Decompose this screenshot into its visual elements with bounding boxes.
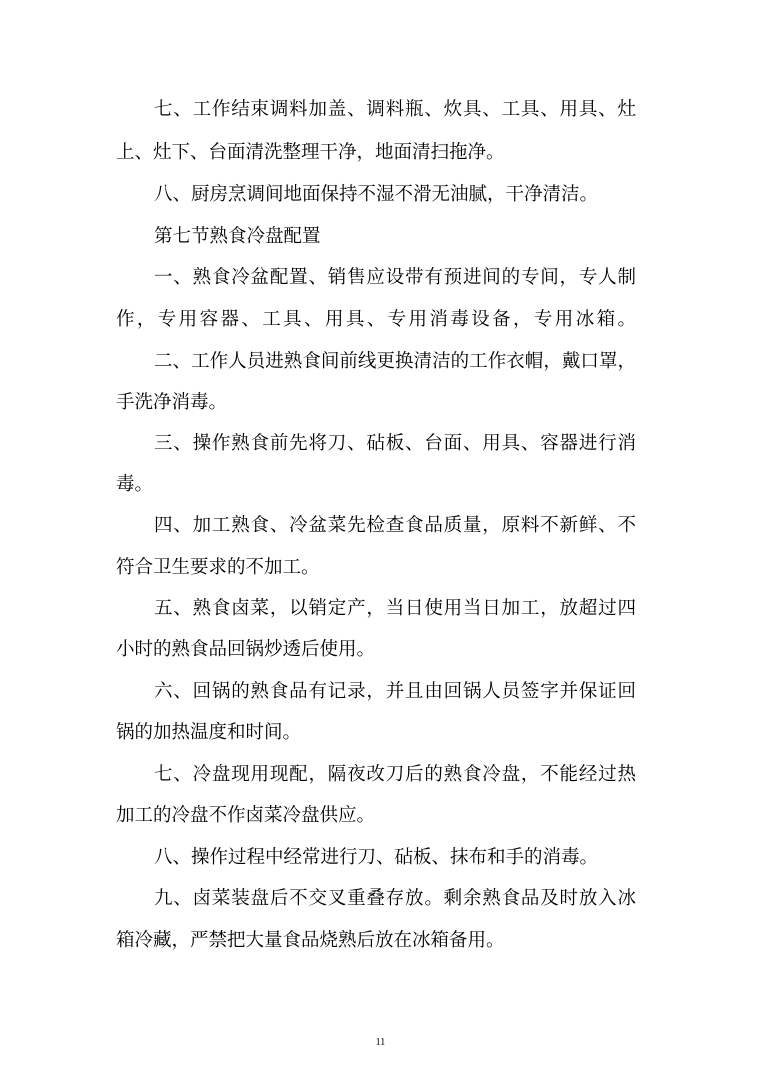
- section-heading: 第七节熟食冷盘配置: [154, 226, 321, 247]
- item-1-line-2: 作，专用容器、工具、用具、专用消毒设备，专用冰箱。: [116, 309, 636, 330]
- item-6-line-1: 六、回锅的熟食品有记录，并且由回锅人员签字并保证回: [154, 681, 636, 702]
- item-7-line-1: 七、冷盘现用现配，隔夜改刀后的熟食冷盘，不能经过热: [154, 764, 636, 785]
- page-number: 11: [375, 1037, 386, 1048]
- item-7-line-2: 加工的冷盘不作卤菜冷盘供应。: [116, 805, 376, 826]
- item-8-line-1: 八、操作过程中经常进行刀、砧板、抹布和手的消毒。: [154, 847, 599, 868]
- item-3-line-2: 毒。: [116, 474, 154, 495]
- paragraph-7-line-2: 上、灶下、台面清洗整理干净，地面清扫拖净。: [116, 142, 505, 163]
- item-2-line-2: 手洗净消毒。: [116, 392, 228, 413]
- item-9-line-2: 箱冷藏，严禁把大量食品烧熟后放在冰箱备用。: [116, 930, 505, 951]
- item-1-line-1: 一、熟食冷盆配置、销售应设带有预进间的专间，专人制: [154, 267, 636, 288]
- item-4-line-2: 符合卫生要求的不加工。: [116, 557, 320, 578]
- item-5-line-2: 小时的熟食品回锅炒透后使用。: [116, 639, 376, 660]
- item-6-line-2: 锅的加热温度和时间。: [116, 722, 302, 743]
- item-3-line-1: 三、操作熟食前先将刀、砧板、台面、用具、容器进行消: [154, 433, 636, 454]
- paragraph-7-line-1: 七、工作结束调料加盖、调料瓶、炊具、工具、用具、灶: [154, 99, 636, 120]
- item-2-line-1: 二、工作人员进熟食间前线更换清洁的工作衣帽，戴口罩，: [154, 351, 636, 372]
- paragraph-8-line-1: 八、厨房烹调间地面保持不湿不滑无油腻，干净清洁。: [154, 184, 599, 205]
- item-9-line-1: 九、卤菜装盘后不交叉重叠存放。剩余熟食品及时放入冰: [154, 888, 636, 909]
- item-4-line-1: 四、加工熟食、冷盆菜先检查食品质量，原料不新鲜、不: [154, 515, 636, 536]
- item-5-line-1: 五、熟食卤菜，以销定产，当日使用当日加工，放超过四: [154, 598, 636, 619]
